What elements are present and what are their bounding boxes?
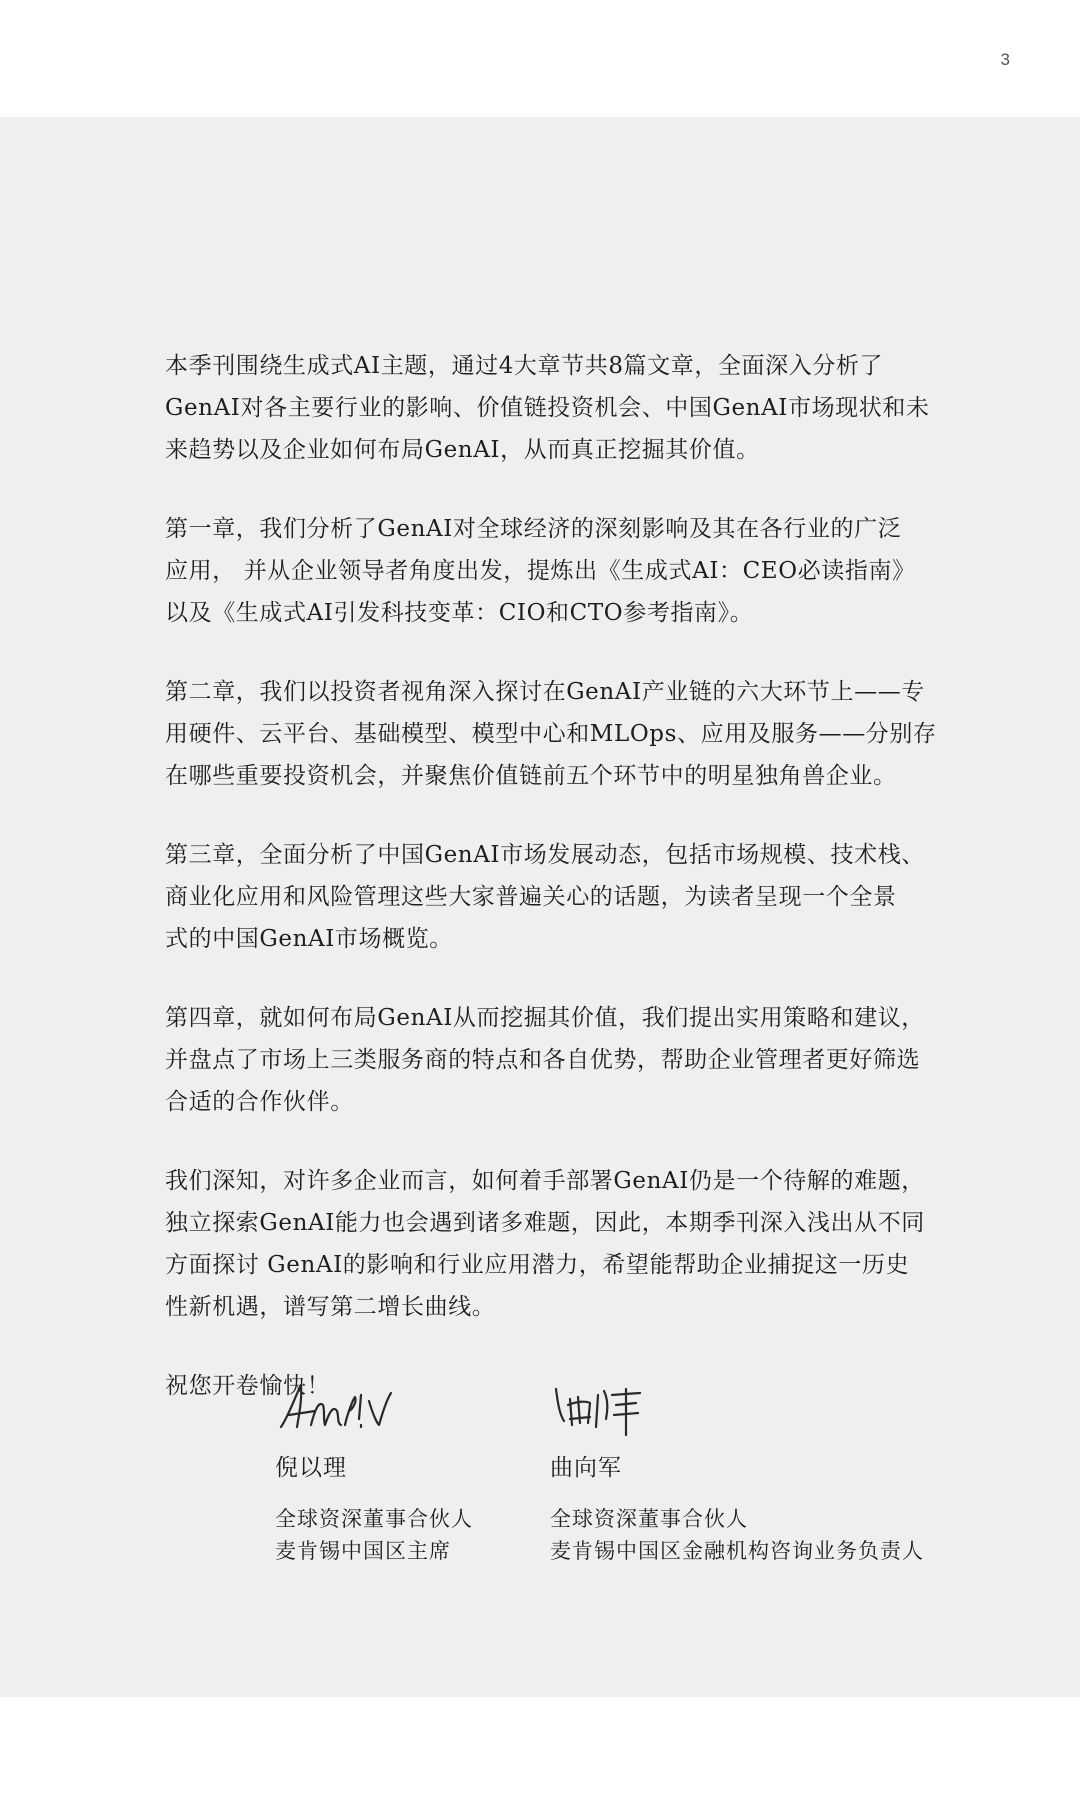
text-line: 本季刊围绕生成式AI主题，通过4大章节共8篇文章，全面深入分析了 (165, 353, 884, 379)
signature-area (275, 1375, 975, 1575)
text-line: 以及《生成式AI引发科技变革：CIO和CTO参考指南》。 (165, 600, 754, 626)
text-line: 性新机遇，谱写第二增长曲线。 (165, 1294, 496, 1320)
signatory-name: 曲向军 (550, 1455, 622, 1481)
page-number: 3 (1000, 50, 1010, 69)
text-line: 方面探讨 GenAI的影响和行业应用潜力，希望能帮助企业捕捉这一历史 (165, 1252, 910, 1278)
text-line: 来趋势以及企业如何布局GenAI，从而真正挖掘其价值。 (165, 437, 760, 463)
handwritten-signature-icon (550, 1375, 670, 1445)
text-line: 我们深知，对许多企业而言，如何着手部署GenAI仍是一个待解的难题， (165, 1168, 925, 1194)
paragraph-chapter-1 (165, 508, 925, 634)
paragraph-chapter-4 (165, 997, 925, 1123)
text-line: 第四章，就如何布局GenAI从而挖掘其价值，我们提出实用策略和建议， (165, 1005, 925, 1031)
text-line: 在哪些重要投资机会，并聚焦价值链前五个环节中的明星独角兽企业。 (165, 763, 897, 789)
signatory-title: 麦肯锡中国区主席 (275, 1539, 451, 1563)
signatory-title: 全球资深董事合伙人 (275, 1507, 473, 1531)
text-line: 合适的合作伙伴。 (165, 1089, 354, 1115)
text-line: 第三章，全面分析了中国GenAI市场发展动态，包括市场规模、技术栈、 (165, 842, 925, 868)
handwritten-signature-icon (275, 1375, 395, 1445)
text-line: 应用， 并从企业领导者角度出发，提炼出《生成式AI：CEO必读指南》 (165, 558, 916, 584)
signatory-left (275, 1375, 473, 1567)
paragraph-chapter-3 (165, 834, 925, 960)
signatory-right (550, 1375, 924, 1567)
closing-greeting: 祝您开卷愉快！ (165, 1373, 331, 1399)
signatory-title: 麦肯锡中国区金融机构咨询业务负责人 (550, 1539, 924, 1563)
paragraph-chapter-2 (165, 671, 937, 797)
signatory-title: 全球资深董事合伙人 (550, 1507, 748, 1531)
text-line: 第一章，我们分析了GenAI对全球经济的深刻影响及其在各行业的广泛 (165, 516, 902, 542)
signatory-name: 倪以理 (275, 1455, 347, 1481)
text-line: 并盘点了市场上三类服务商的特点和各自优势，帮助企业管理者更好筛选 (165, 1047, 921, 1073)
letter-body (165, 345, 937, 1407)
text-line: 用硬件、云平台、基础模型、模型中心和MLOps、应用及服务——分别存 (165, 721, 937, 747)
text-line: 独立探索GenAI能力也会遇到诸多难题，因此，本期季刊深入浅出从不同 (165, 1210, 925, 1236)
paragraph-conclusion (165, 1160, 925, 1328)
text-line: 第二章，我们以投资者视角深入探讨在GenAI产业链的六大环节上——专 (165, 679, 925, 705)
text-line: GenAI对各主要行业的影响、价值链投资机会、中国GenAI市场现状和未 (165, 395, 930, 421)
text-line: 商业化应用和风险管理这些大家普遍关心的话题，为读者呈现一个全景 (165, 884, 897, 910)
text-line: 式的中国GenAI市场概览。 (165, 926, 453, 952)
paragraph-intro (165, 345, 930, 471)
